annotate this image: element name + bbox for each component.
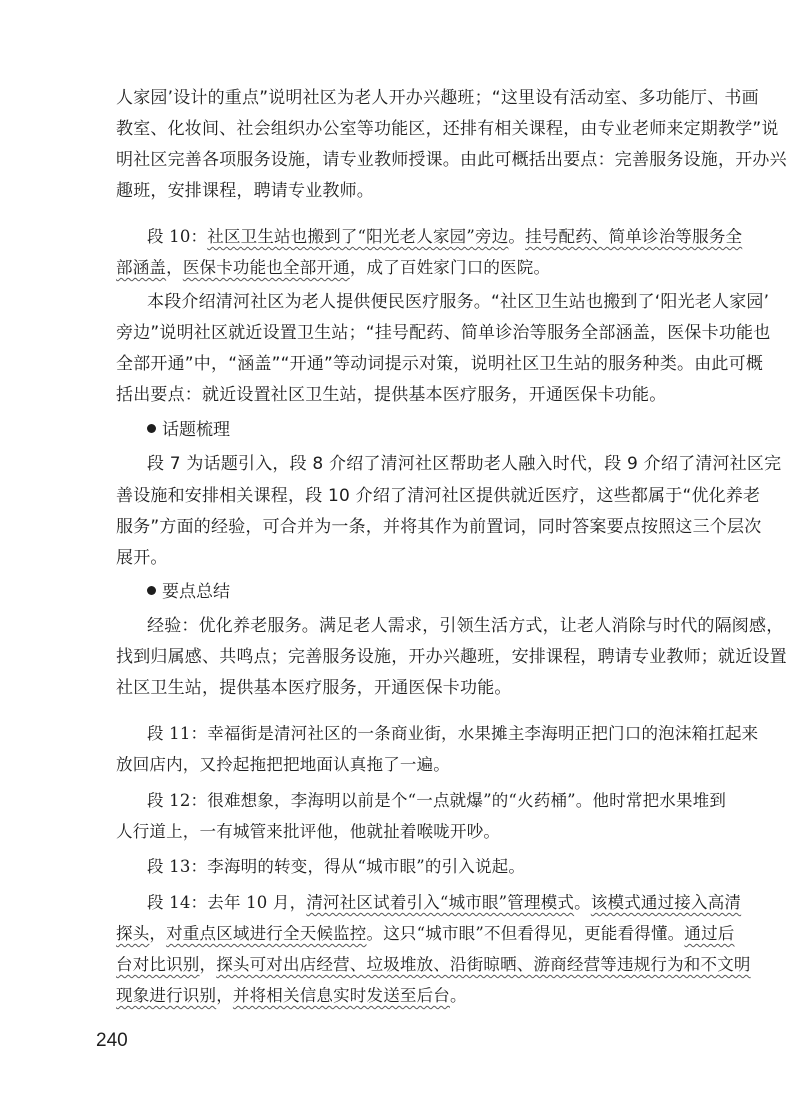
source-paragraph-line: 段 13：李海明的转变，得从“城市眼”的引入说起。 [147,857,526,876]
source-paragraph-line: 放回店内，又拎起拖把把地面认真拖了一遍。 [116,755,450,774]
paragraph-line: 明社区完善各项服务设施，请专业教师授课。由此可概括出要点：完善服务设施，开办兴 [116,150,787,170]
underlined-phrase: 并将相关信息实时发送至后台 [232,986,451,1005]
underlined-phrase: 清河社区试着引入“城市眼”管理模式 [306,893,575,912]
source-paragraph-line [147,225,743,249]
paragraph-line: 找到归属感、共鸣点；完善服务设施，开办兴趣班，安排课程，聘请专业教师；就近设置 [116,647,787,667]
underlined-phrase: 探头可对出店经营、垃圾堆放、沿街晾晒、游商经营等违规行为和不文明 [216,955,751,974]
section-heading-text: 话题梳理 [162,420,230,440]
punctuation: ， [199,955,217,974]
underlined-phrase: 社区卫生站也搬到了“阳光老人家园”旁边 [207,227,509,246]
underlined-phrase: 部涵盖 [116,258,167,277]
section-heading-text: 要点总结 [162,582,230,602]
source-paragraph-line [147,891,742,915]
paragraph-label: 段 14：去年 10 月， [147,893,307,912]
underlined-phrase: 现象进行识别 [116,986,217,1005]
punctuation: ， [166,258,183,277]
paragraph-line: 全部开通”中，“涵盖”“开通”等动词提示对策，说明社区卫生站的服务种类。由此可概 [116,354,764,374]
underlined-phrase: 通过后 [684,924,735,943]
punctuation: ， [216,986,233,1005]
source-paragraph-line [116,984,696,1008]
underlined-phrase: 挂号配药、简单诊治等服务全 [525,227,743,246]
paragraph-line: 趣班，安排课程，聘请专业教师。 [116,181,374,201]
source-paragraph-line: 人行道上，一有城管来批评他，他就扯着喉咙开吵。 [116,822,501,841]
paragraph-line: 括出要点：就近设置社区卫生站，提供基本医疗服务，开通医保卡功能。 [116,385,667,405]
paragraph-line: 人家园’设计的重点”说明社区为老人开办兴趣班；“这里设有活动室、多功能厅、书画 [116,88,759,108]
punctuation: ， [149,924,167,943]
underlined-phrase: 对重点区域进行全天候监控 [166,924,367,943]
punctuation: 。 [450,986,467,1005]
text-segment: ，成了百姓家门口的医院。 [349,258,551,277]
paragraph-label: 段 10： [147,227,208,246]
paragraph-line: 旁边”说明社区就近设置卫生站；“挂号配药、简单诊治等服务全部涵盖，医保卡功能也 [116,323,771,343]
source-paragraph-line: 段 11：幸福街是清河社区的一条商业街，水果摊主李海明正把门口的泡沫箱扛起来 [147,724,759,743]
paragraph-line: 服务”方面的经验，可合并为一条，并将其作为前置词，同时答案要点按照这三个层次 [116,517,762,537]
paragraph-line: 善设施和安排相关课程，段 10 介绍了清河社区提供就近医疗，这些都属于“优化养老 [116,486,761,506]
source-paragraph-line: 段 12：很难想象，李海明以前是个“一点就爆”的“火药桶”。他时常把水果堆到 [147,791,727,810]
page-number: 240 [96,1030,128,1051]
paragraph-line: 段 7 为话题引入，段 8 介绍了清河社区帮助老人融入时代，段 9 介绍了清河社区完 [147,454,782,474]
section-heading [147,580,230,604]
punctuation: 。 [508,227,526,246]
punctuation: 。 [574,893,591,912]
paragraph-line: 本段介绍清河社区为老人提供便民医疗服务。“社区卫生站也搬到了‘阳光老人家园’ [147,292,770,312]
underlined-phrase: 探头 [116,924,150,943]
source-paragraph-line [116,953,751,977]
section-heading [147,418,230,442]
underlined-phrase: 台对比识别 [116,955,200,974]
source-paragraph-line [116,922,735,946]
text-segment: 。这只“城市眼”不但看得见，更能看得懂。 [366,924,685,943]
underlined-phrase: 该模式通过接入高清 [590,893,742,912]
underlined-phrase: 医保卡功能也全部开通 [182,258,350,277]
bullet-icon [147,586,156,595]
paragraph-line: 社区卫生站，提供基本医疗服务，开通医保卡功能。 [116,678,512,698]
paragraph-line: 教室、化妆间、社会组织办公室等功能区，还排有相关课程，由专业老师来定期教学”说 [116,119,779,139]
bullet-icon [147,424,156,433]
source-paragraph-line [116,256,696,280]
paragraph-line: 展开。 [116,548,168,568]
paragraph-line: 经验：优化养老服务。满足老人需求，引领生活方式，让老人消除与时代的隔阂感， [147,616,784,636]
